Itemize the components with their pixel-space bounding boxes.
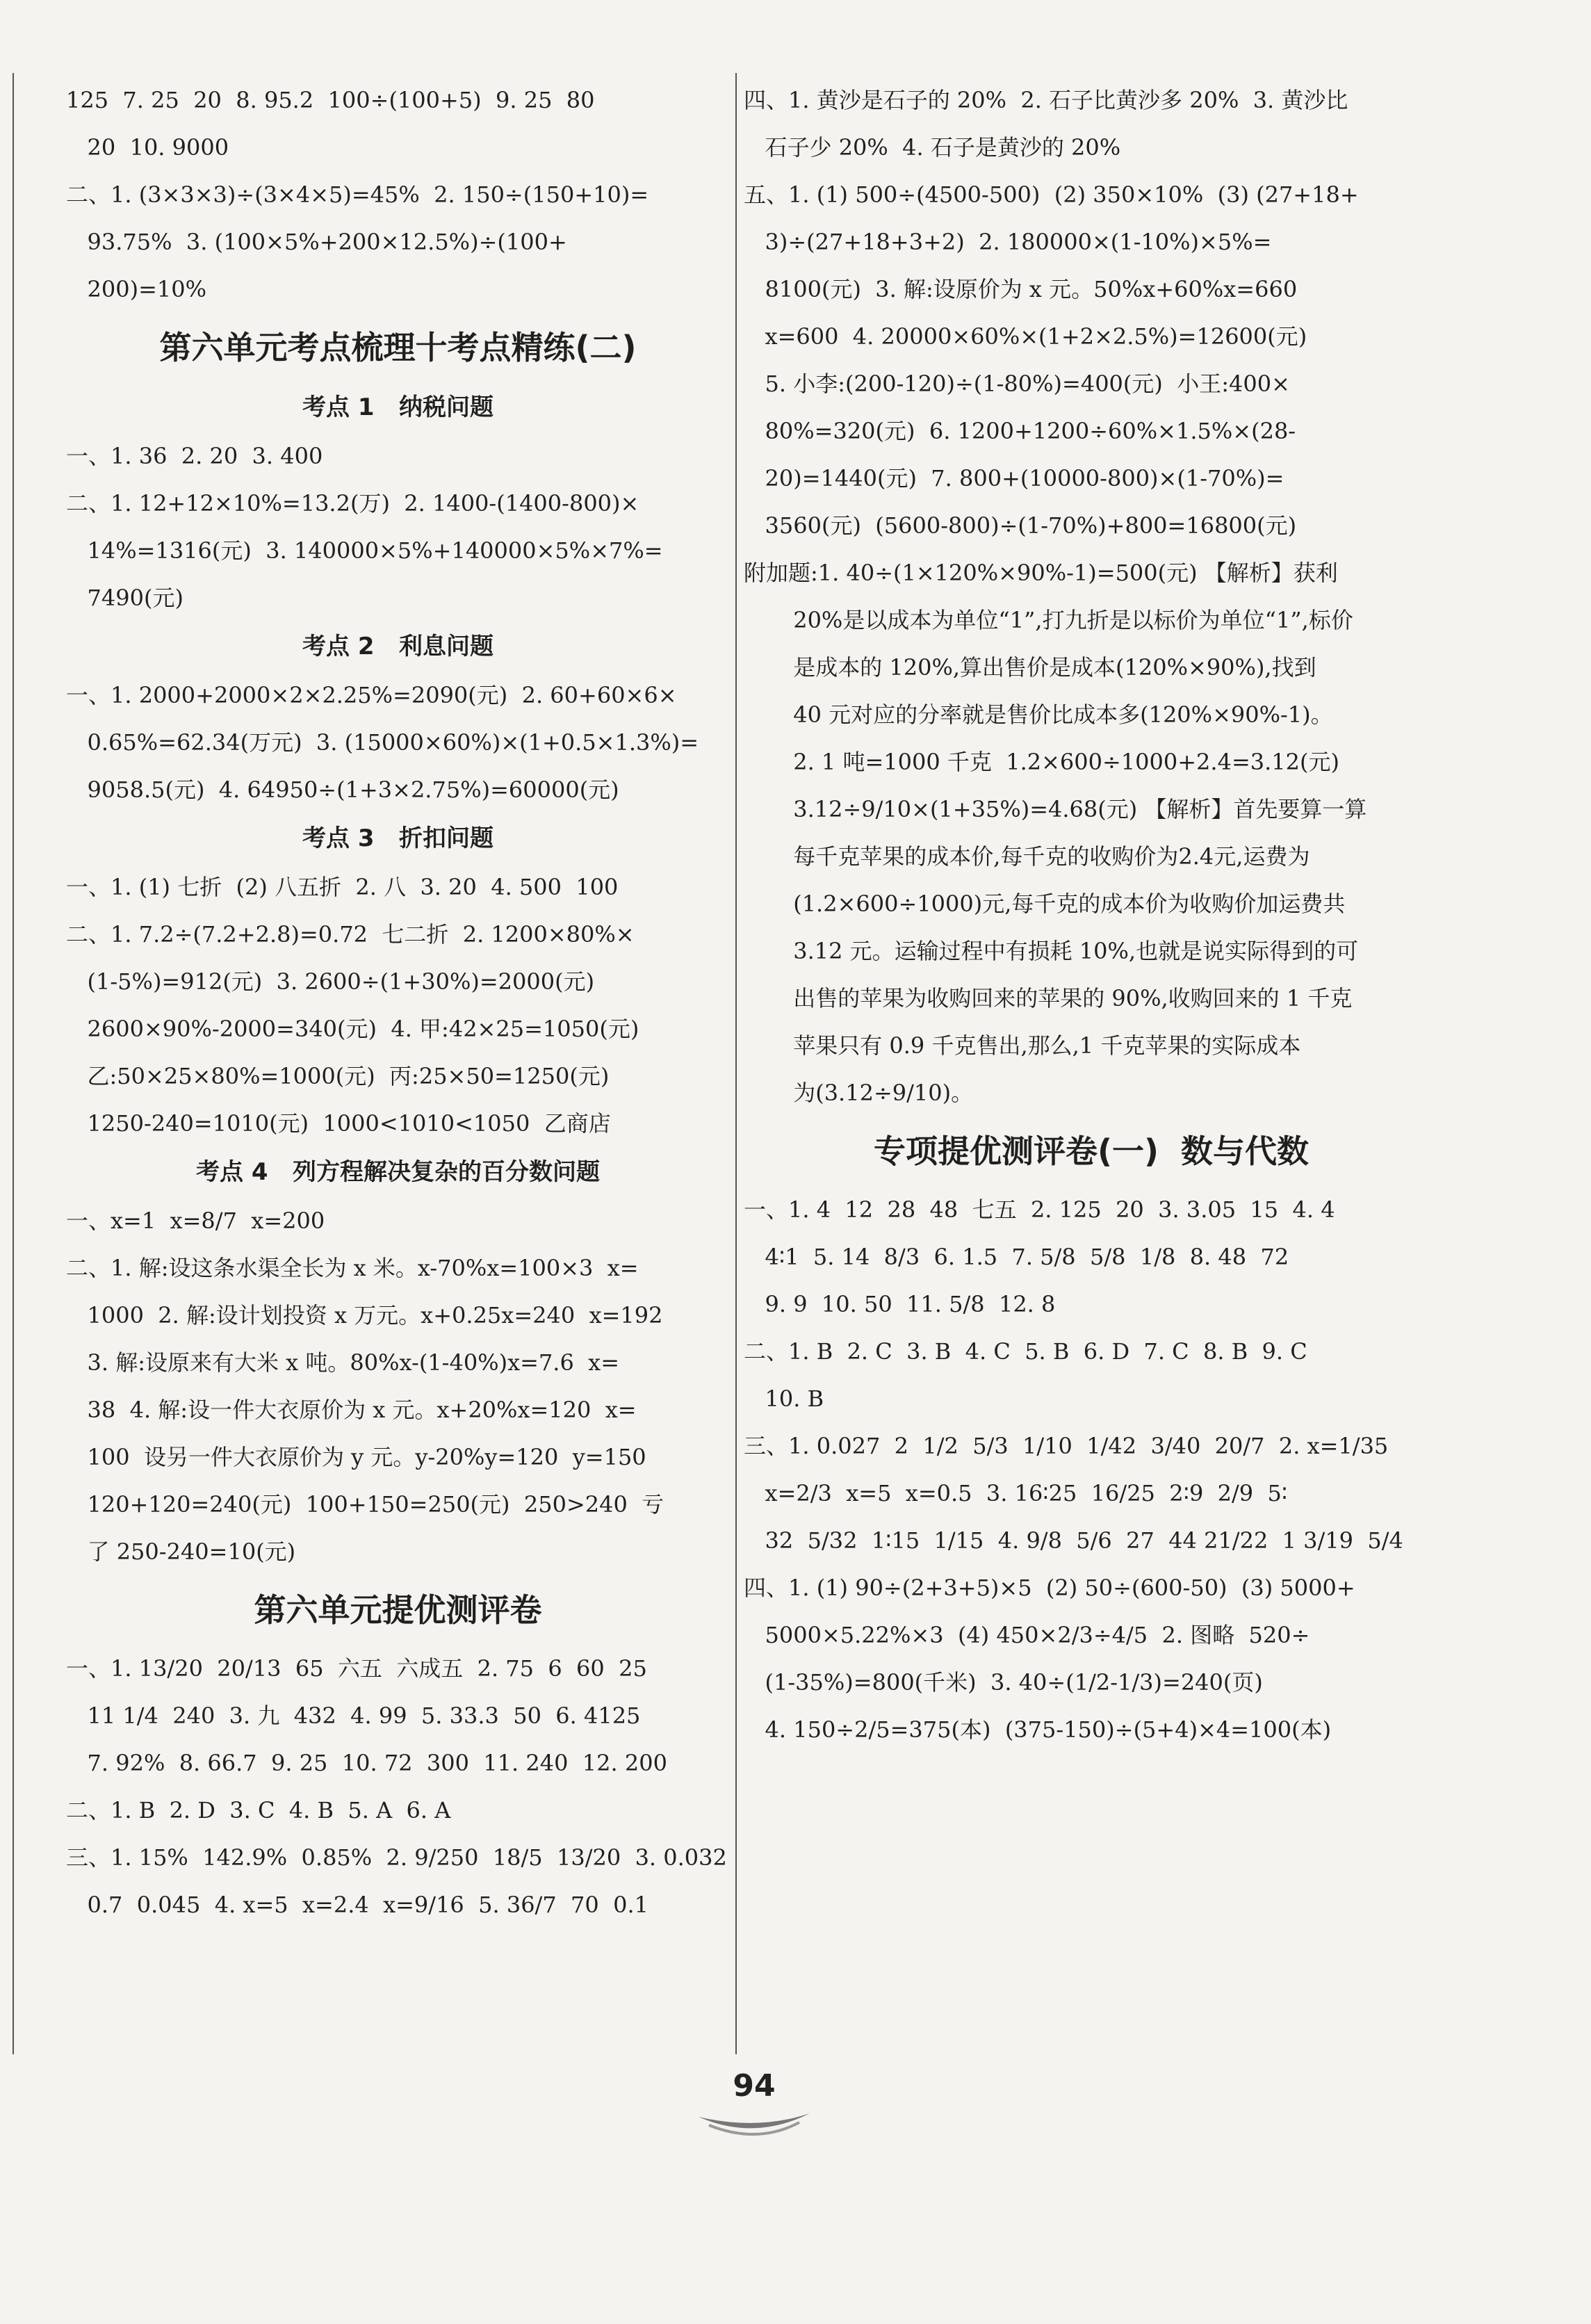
section-title: 专项提优测评卷(一) 数与代数 bbox=[873, 1132, 1309, 1170]
answer-line: 每千克苹果的成本价,每千克的收购价为2.4元,运费为 bbox=[744, 843, 1310, 870]
answer-line: 一、1. 36 2. 20 3. 400 bbox=[66, 443, 323, 469]
answer-line: 93.75% 3. (100×5%+200×12.5%)÷(100+ bbox=[66, 229, 567, 255]
answer-line: 38 4. 解:设一件大衣原价为 x 元。x+20%x=120 x= bbox=[66, 1397, 637, 1423]
answer-line: 20%是以成本为单位“1”,打九折是以标价为单位“1”,标价 bbox=[744, 607, 1353, 633]
answer-line: x=600 4. 20000×60%×(1+2×2.5%)=12600(元) bbox=[744, 323, 1307, 350]
answer-line: 4∶1 5. 14 8/3 6. 1.5 7. 5/8 5/8 1/8 8. 48 72 bbox=[744, 1244, 1289, 1270]
section-subtitle: 考点 1 纳税问题 bbox=[302, 393, 493, 421]
answer-line: 了 250-240=10(元) bbox=[66, 1538, 296, 1565]
section-title: 第六单元提优测评卷 bbox=[254, 1591, 542, 1629]
answer-line: 7. 92% 8. 66.7 9. 25 10. 72 300 11. 240 12. 200 bbox=[66, 1750, 667, 1776]
answer-line: 四、1. 黄沙是石子的 20% 2. 石子比黄沙多 20% 3. 黄沙比 bbox=[744, 87, 1348, 113]
section-subtitle: 考点 2 利息问题 bbox=[302, 633, 493, 660]
answer-line: 三、1. 15% 142.9% 0.85% 2. 9/250 18/5 13/20 3. 0.032 bbox=[66, 1844, 727, 1871]
answer-line: 8100(元) 3. 解:设原价为 x 元。50%x+60%x=660 bbox=[744, 276, 1298, 302]
answer-line: 3.12 元。运输过程中有损耗 10%,也就是说实际得到的可 bbox=[744, 938, 1359, 964]
answer-line: 五、1. (1) 500÷(4500-500) (2) 350×10% (3) (27+18+ bbox=[744, 181, 1359, 208]
answer-line: 二、1. B 2. D 3. C 4. B 5. A 6. A bbox=[66, 1797, 451, 1823]
answer-line: 二、1. 12+12×10%=13.2(万) 2. 1400-(1400-800)× bbox=[66, 490, 639, 517]
answer-line: x=2/3 x=5 x=0.5 3. 16∶25 16/25 2∶9 2/9 5∶ bbox=[744, 1480, 1288, 1506]
answer-line: 14%=1316(元) 3. 140000×5%+140000×5%×7%= bbox=[66, 537, 663, 564]
answer-line: 一、x=1 x=8/7 x=200 bbox=[66, 1208, 325, 1234]
answer-line: 120+120=240(元) 100+150=250(元) 250>240 亏 bbox=[66, 1491, 664, 1518]
answer-line: 一、1. 4 12 28 48 七五 2. 125 20 3. 3.05 15 4. 4 bbox=[744, 1196, 1335, 1223]
answer-line: 10. B bbox=[744, 1386, 824, 1412]
answer-line: 32 5/32 1∶15 1/15 4. 9/8 5/6 27 44 21/22 1 3/19 5/4 bbox=[744, 1527, 1403, 1554]
answer-line: 80%=320(元) 6. 1200+1200÷60%×1.5%×(28- bbox=[744, 418, 1296, 444]
answer-line: 三、1. 0.027 2 1/2 5/3 1/10 1/42 3/40 20/7 2. x=1/35 bbox=[744, 1433, 1389, 1459]
answer-line: 2600×90%-2000=340(元) 4. 甲:42×25=1050(元) bbox=[66, 1016, 639, 1042]
answer-line: 石子少 20% 4. 石子是黄沙的 20% bbox=[744, 134, 1121, 161]
answer-line: 一、1. (1) 七折 (2) 八五折 2. 八 3. 20 4. 500 100 bbox=[66, 874, 619, 900]
column-divider bbox=[735, 73, 737, 2054]
answer-line: 100 设另一件大衣原价为 y 元。y-20%y=120 y=150 bbox=[66, 1444, 646, 1470]
answer-line: 二、1. 解:设这条水渠全长为 x 米。x-70%x=100×3 x= bbox=[66, 1255, 639, 1281]
answer-line: 2. 1 吨=1000 千克 1.2×600÷1000+2.4=3.12(元) bbox=[744, 749, 1339, 775]
answer-line: (1-5%)=912(元) 3. 2600÷(1+30%)=2000(元) bbox=[66, 968, 595, 995]
answer-line: 一、1. 13/20 20/13 65 六五 六成五 2. 75 6 60 25 bbox=[66, 1655, 647, 1682]
answer-line: 1000 2. 解:设计划投资 x 万元。x+0.25x=240 x=192 bbox=[66, 1302, 663, 1328]
page-number: 94 bbox=[733, 2068, 776, 2104]
answer-line: 是成本的 120%,算出售价是成本(120%×90%),找到 bbox=[744, 654, 1316, 681]
answer-line: 125 7. 25 20 8. 95.2 100÷(100+5) 9. 25 80 bbox=[66, 87, 595, 113]
left-column bbox=[66, 76, 730, 1928]
answer-line: 附加题:1. 40÷(1×120%×90%-1)=500(元) 【解析】获利 bbox=[744, 560, 1338, 586]
answer-line: 9058.5(元) 4. 64950÷(1+3×2.75%)=60000(元) bbox=[66, 777, 619, 803]
answer-line: 7490(元) bbox=[66, 585, 183, 611]
answer-line: 3560(元) (5600-800)÷(1-70%)+800=16800(元) bbox=[744, 512, 1297, 539]
answer-line: 0.7 0.045 4. x=5 x=2.4 x=9/16 5. 36/7 70 0.1 bbox=[66, 1892, 648, 1918]
answer-line: 20)=1440(元) 7. 800+(10000-800)×(1-70%)= bbox=[744, 465, 1284, 491]
answer-line: 11 1/4 240 3. 九 432 4. 99 5. 33.3 50 6. 4125 bbox=[66, 1703, 641, 1729]
left-margin-rule bbox=[13, 73, 14, 2054]
answer-line: 3.12÷9/10×(1+35%)=4.68(元) 【解析】首先要算一算 bbox=[744, 796, 1367, 822]
answer-line: 出售的苹果为收购回来的苹果的 90%,收购回来的 1 千克 bbox=[744, 985, 1353, 1011]
answer-line: 乙:50×25×80%=1000(元) 丙:25×50=1250(元) bbox=[66, 1063, 610, 1089]
answer-line: 二、1. 7.2÷(7.2+2.8)=0.72 七二折 2. 1200×80%× bbox=[66, 921, 635, 948]
answer-line: 3. 解:设原来有大米 x 吨。80%x-(1-40%)x=7.6 x= bbox=[66, 1349, 620, 1376]
answer-line: 四、1. (1) 90÷(2+3+5)×5 (2) 50÷(600-50) (3) 5000+ bbox=[744, 1575, 1355, 1601]
answer-line: 苹果只有 0.9 千克售出,那么,1 千克苹果的实际成本 bbox=[744, 1032, 1301, 1059]
answer-line: 为(3.12÷9/10)。 bbox=[744, 1080, 974, 1106]
answer-line: 9. 9 10. 50 11. 5/8 12. 8 bbox=[744, 1291, 1056, 1317]
answer-line: 40 元对应的分率就是售价比成本多(120%×90%-1)。 bbox=[744, 701, 1333, 728]
answer-line: 200)=10% bbox=[66, 276, 207, 302]
answer-line: 一、1. 2000+2000×2×2.25%=2090(元) 2. 60+60×6× bbox=[66, 682, 677, 708]
section-title: 第六单元考点梳理十考点精练(二) bbox=[159, 329, 637, 366]
answer-line: 4. 150÷2/5=375(本) (375-150)÷(5+4)×4=100(本) bbox=[744, 1716, 1332, 1743]
right-column bbox=[744, 76, 1439, 1753]
answer-line: 5000×5.22%×3 (4) 450×2/3÷4/5 2. 图略 520÷ bbox=[744, 1622, 1310, 1648]
page-number-badge bbox=[709, 2068, 799, 2131]
answer-line: (1-35%)=800(千米) 3. 40÷(1/2-1/3)=240(页) bbox=[744, 1669, 1263, 1696]
answer-line: 5. 小李:(200-120)÷(1-80%)=400(元) 小王:400× bbox=[744, 371, 1290, 397]
answer-line: 1250-240=1010(元) 1000<1010<1050 乙商店 bbox=[66, 1110, 611, 1137]
answer-line: 0.65%=62.34(万元) 3. (15000×60%)×(1+0.5×1.3%)= bbox=[66, 729, 699, 756]
answer-line: (1.2×600÷1000)元,每千克的成本价为收购价加运费共 bbox=[744, 891, 1346, 917]
answer-line: 3)÷(27+18+3+2) 2. 180000×(1-10%)×5%= bbox=[744, 229, 1272, 255]
answer-line: 20 10. 9000 bbox=[66, 134, 229, 161]
section-subtitle: 考点 3 折扣问题 bbox=[302, 824, 493, 852]
answer-line: 二、1. B 2. C 3. B 4. C 5. B 6. D 7. C 8. B 9. C bbox=[744, 1338, 1307, 1365]
answer-line: 二、1. (3×3×3)÷(3×4×5)=45% 2. 150÷(150+10)= bbox=[66, 181, 649, 208]
section-subtitle: 考点 4 列方程解决复杂的百分数问题 bbox=[195, 1158, 600, 1186]
